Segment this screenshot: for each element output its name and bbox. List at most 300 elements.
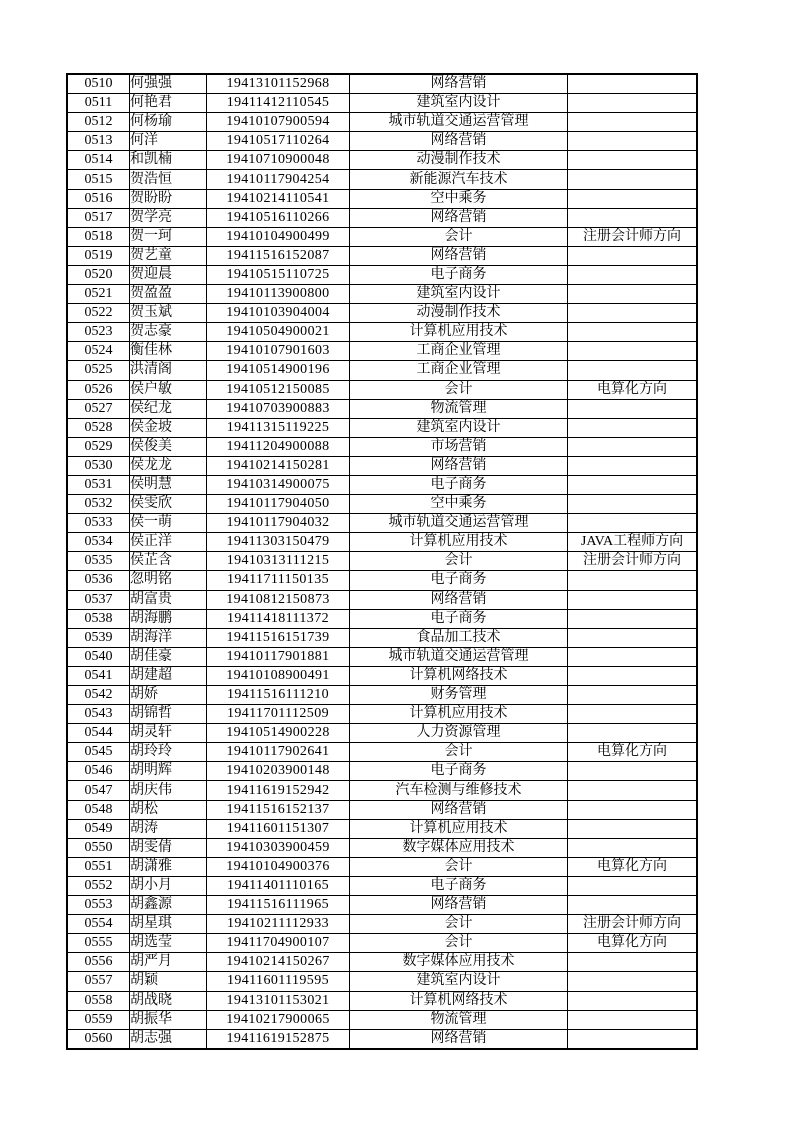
cell-direction: 电算化方向 — [568, 857, 698, 876]
cell-major: 会计 — [350, 380, 568, 399]
cell-direction — [568, 265, 698, 284]
cell-major: 网络营销 — [350, 208, 568, 227]
table-row — [67, 953, 697, 972]
cell-direction — [568, 972, 698, 991]
cell-major: 会计 — [350, 915, 568, 934]
cell-exam-number: 19410703900883 — [207, 399, 350, 418]
table-row — [67, 151, 697, 170]
cell-exam-number: 19410514900228 — [207, 724, 350, 743]
cell-exam-number: 19410117904254 — [207, 170, 350, 189]
cell-direction — [568, 304, 698, 323]
table-row — [67, 628, 697, 647]
cell-serial-number: 0510 — [67, 74, 130, 94]
cell-direction: 注册会计师方向 — [568, 227, 698, 246]
cell-serial-number: 0519 — [67, 246, 130, 265]
cell-serial-number: 0555 — [67, 934, 130, 953]
cell-serial-number: 0542 — [67, 686, 130, 705]
cell-student-name: 胡佳豪 — [130, 647, 207, 666]
cell-serial-number: 0518 — [67, 227, 130, 246]
cell-major: 空中乘务 — [350, 495, 568, 514]
cell-major: 网络营销 — [350, 896, 568, 915]
cell-direction — [568, 418, 698, 437]
student-table-body — [67, 74, 697, 1049]
table-row — [67, 361, 697, 380]
cell-student-name: 贺玉斌 — [130, 304, 207, 323]
cell-major: 汽车检测与维修技术 — [350, 781, 568, 800]
table-row — [67, 227, 697, 246]
cell-major: 市场营销 — [350, 437, 568, 456]
cell-exam-number: 19410117901881 — [207, 647, 350, 666]
cell-major: 计算机应用技术 — [350, 533, 568, 552]
cell-serial-number: 0557 — [67, 972, 130, 991]
cell-serial-number: 0534 — [67, 533, 130, 552]
table-row — [67, 590, 697, 609]
cell-direction — [568, 686, 698, 705]
cell-student-name: 胡松 — [130, 800, 207, 819]
cell-serial-number: 0511 — [67, 94, 130, 113]
table-row — [67, 189, 697, 208]
cell-exam-number: 19413101152968 — [207, 74, 350, 94]
cell-serial-number: 0530 — [67, 456, 130, 475]
cell-exam-number: 19411704900107 — [207, 934, 350, 953]
cell-serial-number: 0560 — [67, 1029, 130, 1049]
cell-serial-number: 0512 — [67, 113, 130, 132]
cell-direction — [568, 208, 698, 227]
cell-student-name: 胡建超 — [130, 666, 207, 685]
cell-exam-number: 19411701112509 — [207, 705, 350, 724]
cell-student-name: 胡锦哲 — [130, 705, 207, 724]
cell-student-name: 胡选莹 — [130, 934, 207, 953]
cell-student-name: 胡星琪 — [130, 915, 207, 934]
cell-student-name: 贺学亮 — [130, 208, 207, 227]
table-row — [67, 514, 697, 533]
table-row — [67, 857, 697, 876]
cell-serial-number: 0529 — [67, 437, 130, 456]
table-row — [67, 170, 697, 189]
cell-serial-number: 0546 — [67, 762, 130, 781]
cell-major: 会计 — [350, 934, 568, 953]
cell-direction — [568, 590, 698, 609]
cell-exam-number: 19410515110725 — [207, 265, 350, 284]
cell-direction — [568, 647, 698, 666]
cell-major: 计算机应用技术 — [350, 705, 568, 724]
cell-major: 网络营销 — [350, 800, 568, 819]
cell-exam-number: 19410314900075 — [207, 475, 350, 494]
cell-major: 城市轨道交通运营管理 — [350, 514, 568, 533]
cell-major: 电子商务 — [350, 265, 568, 284]
cell-student-name: 贺艺童 — [130, 246, 207, 265]
table-row — [67, 246, 697, 265]
cell-exam-number: 19411516111965 — [207, 896, 350, 915]
cell-exam-number: 19410107900594 — [207, 113, 350, 132]
cell-student-name: 胡振华 — [130, 1010, 207, 1029]
table-row — [67, 94, 697, 113]
cell-exam-number: 19411516152087 — [207, 246, 350, 265]
table-row — [67, 743, 697, 762]
cell-direction: 电算化方向 — [568, 380, 698, 399]
cell-student-name: 胡鑫源 — [130, 896, 207, 915]
cell-exam-number: 19411601119595 — [207, 972, 350, 991]
cell-direction — [568, 724, 698, 743]
table-row — [67, 113, 697, 132]
cell-exam-number: 19410113900800 — [207, 285, 350, 304]
cell-major: 财务管理 — [350, 686, 568, 705]
cell-direction — [568, 132, 698, 151]
cell-student-name: 侯俊美 — [130, 437, 207, 456]
cell-student-name: 胡海鹏 — [130, 609, 207, 628]
cell-direction — [568, 475, 698, 494]
cell-exam-number: 19411711150135 — [207, 571, 350, 590]
cell-exam-number: 19410104900499 — [207, 227, 350, 246]
cell-serial-number: 0540 — [67, 647, 130, 666]
cell-serial-number: 0550 — [67, 838, 130, 857]
cell-exam-number: 19410108900491 — [207, 666, 350, 685]
cell-exam-number: 19410117902641 — [207, 743, 350, 762]
cell-serial-number: 0539 — [67, 628, 130, 647]
cell-direction: JAVA工程师方向 — [568, 533, 698, 552]
cell-serial-number: 0520 — [67, 265, 130, 284]
table-row — [67, 342, 697, 361]
student-table — [66, 73, 698, 1050]
cell-exam-number: 19410517110264 — [207, 132, 350, 151]
cell-serial-number: 0547 — [67, 781, 130, 800]
table-row — [67, 876, 697, 895]
cell-serial-number: 0538 — [67, 609, 130, 628]
cell-exam-number: 19410512150085 — [207, 380, 350, 399]
table-row — [67, 686, 697, 705]
cell-student-name: 胡颖 — [130, 972, 207, 991]
cell-student-name: 忽明铭 — [130, 571, 207, 590]
cell-major: 物流管理 — [350, 399, 568, 418]
cell-exam-number: 19411303150479 — [207, 533, 350, 552]
table-row — [67, 800, 697, 819]
cell-serial-number: 0545 — [67, 743, 130, 762]
cell-exam-number: 19410214150281 — [207, 456, 350, 475]
cell-serial-number: 0551 — [67, 857, 130, 876]
cell-direction — [568, 762, 698, 781]
cell-serial-number: 0552 — [67, 876, 130, 895]
cell-direction: 注册会计师方向 — [568, 915, 698, 934]
cell-direction — [568, 361, 698, 380]
table-row — [67, 265, 697, 284]
cell-major: 动漫制作技术 — [350, 304, 568, 323]
cell-direction — [568, 323, 698, 342]
cell-student-name: 胡海洋 — [130, 628, 207, 647]
cell-student-name: 衡佳林 — [130, 342, 207, 361]
table-row — [67, 74, 697, 94]
cell-direction: 注册会计师方向 — [568, 552, 698, 571]
table-row — [67, 934, 697, 953]
cell-student-name: 侯雯欣 — [130, 495, 207, 514]
cell-serial-number: 0516 — [67, 189, 130, 208]
cell-major: 新能源汽车技术 — [350, 170, 568, 189]
cell-serial-number: 0533 — [67, 514, 130, 533]
cell-direction — [568, 94, 698, 113]
cell-direction — [568, 781, 698, 800]
cell-serial-number: 0522 — [67, 304, 130, 323]
cell-direction — [568, 896, 698, 915]
cell-major: 会计 — [350, 552, 568, 571]
table-row — [67, 991, 697, 1010]
table-row — [67, 915, 697, 934]
cell-direction — [568, 666, 698, 685]
cell-major: 城市轨道交通运营管理 — [350, 647, 568, 666]
table-row — [67, 437, 697, 456]
table-row — [67, 1029, 697, 1049]
table-row — [67, 762, 697, 781]
table-row — [67, 571, 697, 590]
cell-major: 会计 — [350, 743, 568, 762]
cell-student-name: 何艳君 — [130, 94, 207, 113]
cell-serial-number: 0521 — [67, 285, 130, 304]
cell-student-name: 侯明慧 — [130, 475, 207, 494]
cell-serial-number: 0559 — [67, 1010, 130, 1029]
cell-student-name: 胡灵轩 — [130, 724, 207, 743]
cell-student-name: 何洋 — [130, 132, 207, 151]
cell-major: 计算机网络技术 — [350, 666, 568, 685]
cell-serial-number: 0549 — [67, 819, 130, 838]
cell-serial-number: 0553 — [67, 896, 130, 915]
cell-exam-number: 19411412110545 — [207, 94, 350, 113]
cell-major: 动漫制作技术 — [350, 151, 568, 170]
table-row — [67, 609, 697, 628]
cell-major: 建筑室内设计 — [350, 972, 568, 991]
cell-direction — [568, 170, 698, 189]
table-row — [67, 323, 697, 342]
cell-direction — [568, 285, 698, 304]
cell-exam-number: 19411401110165 — [207, 876, 350, 895]
cell-direction — [568, 342, 698, 361]
cell-student-name: 胡娇 — [130, 686, 207, 705]
cell-serial-number: 0544 — [67, 724, 130, 743]
cell-serial-number: 0525 — [67, 361, 130, 380]
cell-direction: 电算化方向 — [568, 743, 698, 762]
cell-student-name: 贺迎晨 — [130, 265, 207, 284]
cell-major: 空中乘务 — [350, 189, 568, 208]
cell-student-name: 胡雯倩 — [130, 838, 207, 857]
cell-direction — [568, 628, 698, 647]
cell-direction — [568, 495, 698, 514]
cell-student-name: 洪清阁 — [130, 361, 207, 380]
cell-exam-number: 19410812150873 — [207, 590, 350, 609]
cell-student-name: 胡玲玲 — [130, 743, 207, 762]
cell-student-name: 贺一珂 — [130, 227, 207, 246]
cell-exam-number: 19410214110541 — [207, 189, 350, 208]
table-row — [67, 896, 697, 915]
cell-serial-number: 0554 — [67, 915, 130, 934]
cell-major: 人力资源管理 — [350, 724, 568, 743]
cell-direction — [568, 838, 698, 857]
table-row — [67, 418, 697, 437]
cell-major: 计算机应用技术 — [350, 323, 568, 342]
cell-exam-number: 19411516152137 — [207, 800, 350, 819]
cell-exam-number: 19411516111210 — [207, 686, 350, 705]
cell-serial-number: 0527 — [67, 399, 130, 418]
table-row — [67, 475, 697, 494]
cell-student-name: 何强强 — [130, 74, 207, 94]
cell-direction — [568, 514, 698, 533]
cell-student-name: 胡庆伟 — [130, 781, 207, 800]
cell-exam-number: 19410117904050 — [207, 495, 350, 514]
table-row — [67, 533, 697, 552]
table-row — [67, 724, 697, 743]
cell-exam-number: 19411315119225 — [207, 418, 350, 437]
cell-exam-number: 19411601151307 — [207, 819, 350, 838]
cell-exam-number: 19410117904032 — [207, 514, 350, 533]
table-row — [67, 285, 697, 304]
cell-major: 网络营销 — [350, 1029, 568, 1049]
table-row — [67, 781, 697, 800]
cell-exam-number: 19410103904004 — [207, 304, 350, 323]
cell-major: 电子商务 — [350, 876, 568, 895]
table-row — [67, 208, 697, 227]
cell-student-name: 侯龙龙 — [130, 456, 207, 475]
cell-serial-number: 0537 — [67, 590, 130, 609]
cell-major: 计算机应用技术 — [350, 819, 568, 838]
cell-student-name: 贺志豪 — [130, 323, 207, 342]
cell-student-name: 胡志强 — [130, 1029, 207, 1049]
cell-student-name: 胡战晓 — [130, 991, 207, 1010]
cell-exam-number: 19410504900021 — [207, 323, 350, 342]
cell-student-name: 侯一萌 — [130, 514, 207, 533]
cell-student-name: 侯金坡 — [130, 418, 207, 437]
cell-serial-number: 0526 — [67, 380, 130, 399]
cell-direction — [568, 399, 698, 418]
cell-major: 工商企业管理 — [350, 342, 568, 361]
cell-serial-number: 0543 — [67, 705, 130, 724]
cell-exam-number: 19411204900088 — [207, 437, 350, 456]
cell-serial-number: 0513 — [67, 132, 130, 151]
cell-exam-number: 19410514900196 — [207, 361, 350, 380]
cell-exam-number: 19410104900376 — [207, 857, 350, 876]
cell-exam-number: 19411418111372 — [207, 609, 350, 628]
cell-student-name: 侯芷含 — [130, 552, 207, 571]
cell-direction — [568, 74, 698, 94]
cell-major: 建筑室内设计 — [350, 285, 568, 304]
cell-major: 会计 — [350, 227, 568, 246]
cell-student-name: 贺盼盼 — [130, 189, 207, 208]
cell-exam-number: 19410211112933 — [207, 915, 350, 934]
cell-major: 网络营销 — [350, 74, 568, 94]
cell-direction — [568, 113, 698, 132]
table-row — [67, 1010, 697, 1029]
table-row — [67, 132, 697, 151]
cell-student-name: 胡富贵 — [130, 590, 207, 609]
cell-direction — [568, 705, 698, 724]
cell-exam-number: 19410313111215 — [207, 552, 350, 571]
cell-major: 电子商务 — [350, 609, 568, 628]
table-row — [67, 972, 697, 991]
cell-major: 网络营销 — [350, 246, 568, 265]
cell-exam-number: 19413101153021 — [207, 991, 350, 1010]
table-row — [67, 647, 697, 666]
cell-major: 建筑室内设计 — [350, 94, 568, 113]
cell-exam-number: 19410203900148 — [207, 762, 350, 781]
cell-student-name: 胡涛 — [130, 819, 207, 838]
table-row — [67, 456, 697, 475]
table-row — [67, 380, 697, 399]
table-row — [67, 819, 697, 838]
cell-serial-number: 0517 — [67, 208, 130, 227]
student-roster-sheet — [66, 73, 698, 1050]
table-row — [67, 705, 697, 724]
cell-direction — [568, 246, 698, 265]
cell-major: 城市轨道交通运营管理 — [350, 113, 568, 132]
cell-student-name: 贺浩恒 — [130, 170, 207, 189]
cell-exam-number: 19410710900048 — [207, 151, 350, 170]
cell-major: 电子商务 — [350, 475, 568, 494]
cell-major: 物流管理 — [350, 1010, 568, 1029]
cell-exam-number: 19411516151739 — [207, 628, 350, 647]
cell-exam-number: 19410516110266 — [207, 208, 350, 227]
cell-major: 网络营销 — [350, 132, 568, 151]
table-row — [67, 399, 697, 418]
table-row — [67, 838, 697, 857]
cell-student-name: 何杨瑜 — [130, 113, 207, 132]
cell-direction — [568, 151, 698, 170]
cell-serial-number: 0556 — [67, 953, 130, 972]
cell-serial-number: 0523 — [67, 323, 130, 342]
cell-direction — [568, 991, 698, 1010]
cell-major: 食品加工技术 — [350, 628, 568, 647]
cell-exam-number: 19410214150267 — [207, 953, 350, 972]
cell-serial-number: 0528 — [67, 418, 130, 437]
cell-serial-number: 0535 — [67, 552, 130, 571]
cell-serial-number: 0541 — [67, 666, 130, 685]
cell-direction — [568, 876, 698, 895]
cell-direction — [568, 1010, 698, 1029]
cell-serial-number: 0536 — [67, 571, 130, 590]
table-row — [67, 666, 697, 685]
cell-student-name: 和凯楠 — [130, 151, 207, 170]
cell-direction — [568, 1029, 698, 1049]
cell-direction — [568, 456, 698, 475]
cell-serial-number: 0532 — [67, 495, 130, 514]
cell-direction — [568, 189, 698, 208]
cell-serial-number: 0548 — [67, 800, 130, 819]
cell-direction — [568, 571, 698, 590]
cell-major: 数字媒体应用技术 — [350, 953, 568, 972]
cell-student-name: 胡小月 — [130, 876, 207, 895]
cell-exam-number: 19411619152942 — [207, 781, 350, 800]
cell-exam-number: 19410107901603 — [207, 342, 350, 361]
cell-student-name: 胡严月 — [130, 953, 207, 972]
cell-direction — [568, 953, 698, 972]
cell-exam-number: 19411619152875 — [207, 1029, 350, 1049]
cell-serial-number: 0558 — [67, 991, 130, 1010]
table-row — [67, 552, 697, 571]
cell-major: 工商企业管理 — [350, 361, 568, 380]
cell-direction: 电算化方向 — [568, 934, 698, 953]
cell-student-name: 侯纪龙 — [130, 399, 207, 418]
cell-student-name: 侯户敏 — [130, 380, 207, 399]
cell-major: 网络营销 — [350, 456, 568, 475]
cell-exam-number: 19410303900459 — [207, 838, 350, 857]
cell-major: 电子商务 — [350, 762, 568, 781]
cell-major: 电子商务 — [350, 571, 568, 590]
cell-serial-number: 0514 — [67, 151, 130, 170]
cell-student-name: 侯正洋 — [130, 533, 207, 552]
cell-serial-number: 0524 — [67, 342, 130, 361]
cell-serial-number: 0515 — [67, 170, 130, 189]
cell-exam-number: 19410217900065 — [207, 1010, 350, 1029]
cell-major: 计算机网络技术 — [350, 991, 568, 1010]
table-row — [67, 304, 697, 323]
cell-serial-number: 0531 — [67, 475, 130, 494]
cell-direction — [568, 819, 698, 838]
cell-major: 数字媒体应用技术 — [350, 838, 568, 857]
cell-major: 建筑室内设计 — [350, 418, 568, 437]
